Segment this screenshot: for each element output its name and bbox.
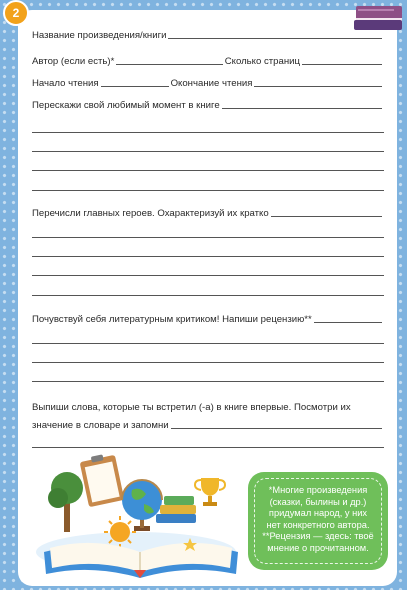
start-date-field[interactable]	[101, 86, 169, 87]
end-date-field[interactable]	[254, 86, 382, 87]
heroes-row	[32, 202, 384, 220]
new-words-row-2	[32, 414, 384, 432]
footnote-line: **Рецензия — здесь: твоё	[262, 531, 374, 542]
new-words-row-1	[32, 396, 384, 414]
page-number-badge: 2	[3, 0, 29, 26]
new-words-label-2: значение в словаре и запомни	[32, 420, 169, 431]
heroes-line[interactable]	[32, 256, 384, 257]
new-words-label-1: Выпиши слова, которые ты встретил (-а) в книге впервые. Посмотри их	[32, 402, 351, 413]
heroes-line[interactable]	[32, 237, 384, 238]
author-row	[32, 50, 384, 68]
pages-label: Сколько страниц	[224, 56, 300, 67]
favorite-moment-line[interactable]	[32, 190, 384, 191]
footnote-line: мнение о прочитанном.	[267, 542, 369, 553]
review-line[interactable]	[32, 343, 384, 344]
dates-row	[32, 72, 384, 90]
book-stack-icon	[352, 0, 404, 32]
books-stack-icon	[156, 496, 196, 523]
favorite-moment-line[interactable]	[32, 170, 384, 171]
clipboard-icon	[80, 454, 125, 507]
favorite-moment-row	[32, 94, 384, 112]
favorite-moment-line[interactable]	[32, 132, 384, 133]
footnote-box	[248, 472, 388, 570]
open-book-illustration	[36, 452, 246, 580]
review-line[interactable]	[32, 362, 384, 363]
favorite-moment-line[interactable]	[32, 151, 384, 152]
favorite-moment-field[interactable]	[222, 108, 382, 109]
review-line[interactable]	[32, 381, 384, 382]
review-label: Почувствуй себя литературным критиком! Напиши рецензию**	[32, 314, 312, 325]
author-label: Автор (если есть)*	[32, 56, 115, 67]
author-field[interactable]	[116, 64, 222, 65]
footnote-line: нет конкретного автора.	[266, 519, 370, 530]
footnote-line: (сказки, былины и др.)	[269, 496, 367, 507]
new-words-line[interactable]	[32, 447, 384, 448]
book-title-label: Название произведения/книги	[32, 30, 167, 41]
footnote-line: придумал народ, у них	[268, 508, 368, 519]
pages-field[interactable]	[302, 64, 382, 65]
heroes-field[interactable]	[271, 216, 382, 217]
book-title-row	[32, 24, 384, 42]
heroes-line[interactable]	[32, 295, 384, 296]
review-row	[32, 308, 384, 326]
new-words-field[interactable]	[171, 428, 382, 429]
start-date-label: Начало чтения	[32, 78, 99, 89]
footnote-line: *Многие произведения	[268, 485, 368, 495]
trophy-icon	[195, 478, 225, 506]
review-field[interactable]	[314, 322, 382, 323]
heroes-label: Перечисли главных героев. Охарактеризуй их кратко	[32, 208, 269, 219]
end-date-label: Окончание чтения	[170, 78, 253, 89]
heroes-line[interactable]	[32, 275, 384, 276]
footnote-text	[254, 478, 382, 564]
book-title-field[interactable]	[168, 38, 382, 39]
favorite-moment-label: Перескажи свой любимый момент в книге	[32, 100, 220, 111]
